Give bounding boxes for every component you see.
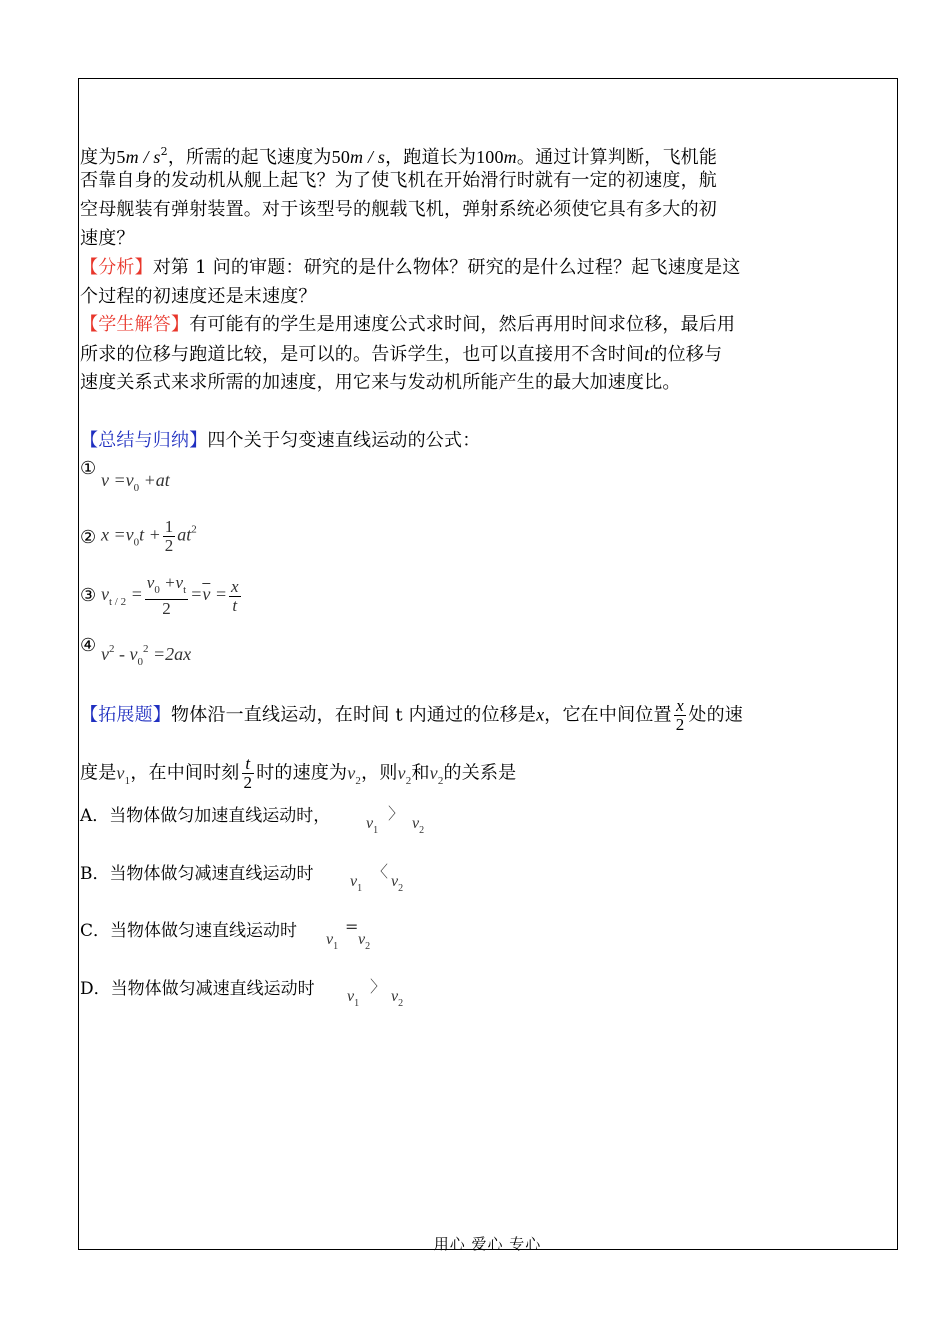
- page-frame: [78, 78, 898, 1250]
- option-a: A．当物体做匀加速直线运动时，: [80, 806, 331, 826]
- option-b-symbol: 〈: [372, 862, 389, 881]
- text: ，跑道长为: [385, 147, 477, 168]
- runway-value: 100: [476, 147, 504, 167]
- formula-2: $x =v_0t$ + $\frac{1}{2}$ $at^2$: [101, 517, 197, 555]
- problem-line-2: 否靠自身的发动机从舰上起飞？为了使飞机在开始滑行时就有一定的初速度，航: [80, 170, 717, 191]
- summary-line: [80, 430, 480, 452]
- text: 度为: [80, 147, 117, 168]
- analysis-tag: 【分析】: [80, 257, 153, 278]
- speed-value: 50: [331, 147, 351, 167]
- option-b-v1: $v_1$: [350, 873, 363, 894]
- text: ，它在中间位置: [544, 704, 672, 726]
- text: 时的速度为: [256, 762, 348, 784]
- answer-line-2: [80, 343, 722, 366]
- extension-line-1: [80, 697, 743, 734]
- extension-line-2: 度是$v_1$，在中间时刻 $\frac{t}{2}$ 时的速度为$v_2$，则$v_2$和$v_2$的关系是: [80, 754, 517, 792]
- option-d-symbol: 〉: [370, 977, 387, 996]
- option-d: D．当物体做匀减速直线运动时: [80, 979, 315, 999]
- summary-tag: 【总结与归纳】: [80, 430, 208, 451]
- formula-1-mark: ①: [80, 458, 97, 479]
- problem-line-3: 空母舰装有弹射装置。对于该型号的舰载飞机，弹射系统必须使它具有多大的初: [80, 199, 717, 220]
- text: 对第 1 问的审题：研究的是什么物体？研究的是什么过程？起飞速度是这: [152, 257, 741, 278]
- text: ，在中间时刻: [130, 762, 240, 784]
- text: ，则: [361, 762, 398, 784]
- text: 度是: [80, 762, 117, 784]
- text: 的位移与: [649, 344, 723, 365]
- formula-3: $v_{t / 2}$ = $\frac{v_0 +v_t}{2}$ $=\overline{v}$ = $\frac{x}{t}$: [101, 573, 239, 618]
- option-a-symbol: 〉: [388, 804, 405, 823]
- option-c-v2: $v_2$: [358, 931, 371, 952]
- problem-line-1: [80, 141, 717, 169]
- answer-tag: 【学生解答】: [80, 314, 190, 335]
- accel-unit: m / s: [125, 147, 161, 167]
- text: 物体沿一直线运动，在时间 t 内通过的位移是: [171, 704, 537, 726]
- text: 所求的位移与跑道比较，是可以的。告诉学生，也可以直接用不含时间: [80, 344, 645, 365]
- page-footer: 用心 爱心 专心: [433, 1235, 542, 1253]
- runway-unit: m: [503, 147, 517, 167]
- speed-unit: m / s: [350, 147, 386, 167]
- option-a-v2: $v_2$: [412, 815, 425, 836]
- text: 的关系是: [443, 762, 517, 784]
- formula-3-mark: ③: [80, 585, 97, 606]
- option-d-v1: $v_1$: [347, 988, 360, 1009]
- option-b-v2: $v_2$: [391, 873, 404, 894]
- x-over-2: $\frac{x}{2}$: [675, 696, 685, 734]
- analysis-line-1: [80, 257, 741, 279]
- text: 四个关于匀变速直线运动的公式：: [207, 430, 481, 451]
- option-b: B．当物体做匀减速直线运动时: [80, 864, 314, 884]
- answer-line-1: [80, 314, 735, 336]
- option-c: C．当物体做匀速直线运动时: [80, 921, 298, 941]
- text: 有可能有的学生是用速度公式求时间，然后再用时间求位移，最后用: [189, 314, 736, 335]
- analysis-line-2: 个过程的初速度还是末速度？: [80, 286, 317, 307]
- accel-value: 5: [116, 147, 126, 167]
- formula-2-mark: ②: [80, 527, 97, 548]
- option-a-v1: $v_1$: [366, 815, 379, 836]
- accel-power: 2: [160, 145, 168, 158]
- formula-4: $v^2 - v_0^2 =2ax$: [101, 643, 192, 668]
- text: ，所需的起飞速度为: [167, 147, 332, 168]
- t-over-2: $\frac{t}{2}$: [243, 754, 253, 792]
- problem-line-4: 速度？: [80, 228, 135, 249]
- var-t: t: [644, 344, 650, 364]
- option-c-v1: $v_1$: [326, 931, 339, 952]
- option-d-v2: $v_2$: [391, 988, 404, 1009]
- option-c-symbol: =: [345, 917, 359, 936]
- extension-tag: 【拓展题】: [80, 704, 171, 726]
- var-x: x: [536, 704, 545, 725]
- text: 处的速: [688, 704, 743, 726]
- formula-4-mark: ④: [80, 635, 97, 656]
- text: 和: [411, 762, 430, 784]
- formula-1: $v =v_0 +at$: [101, 470, 170, 494]
- answer-line-3: 速度关系式来求所需的加速度，用它来与发动机所能产生的最大加速度比。: [80, 372, 681, 393]
- text: 。通过计算判断，飞机能: [516, 147, 718, 168]
